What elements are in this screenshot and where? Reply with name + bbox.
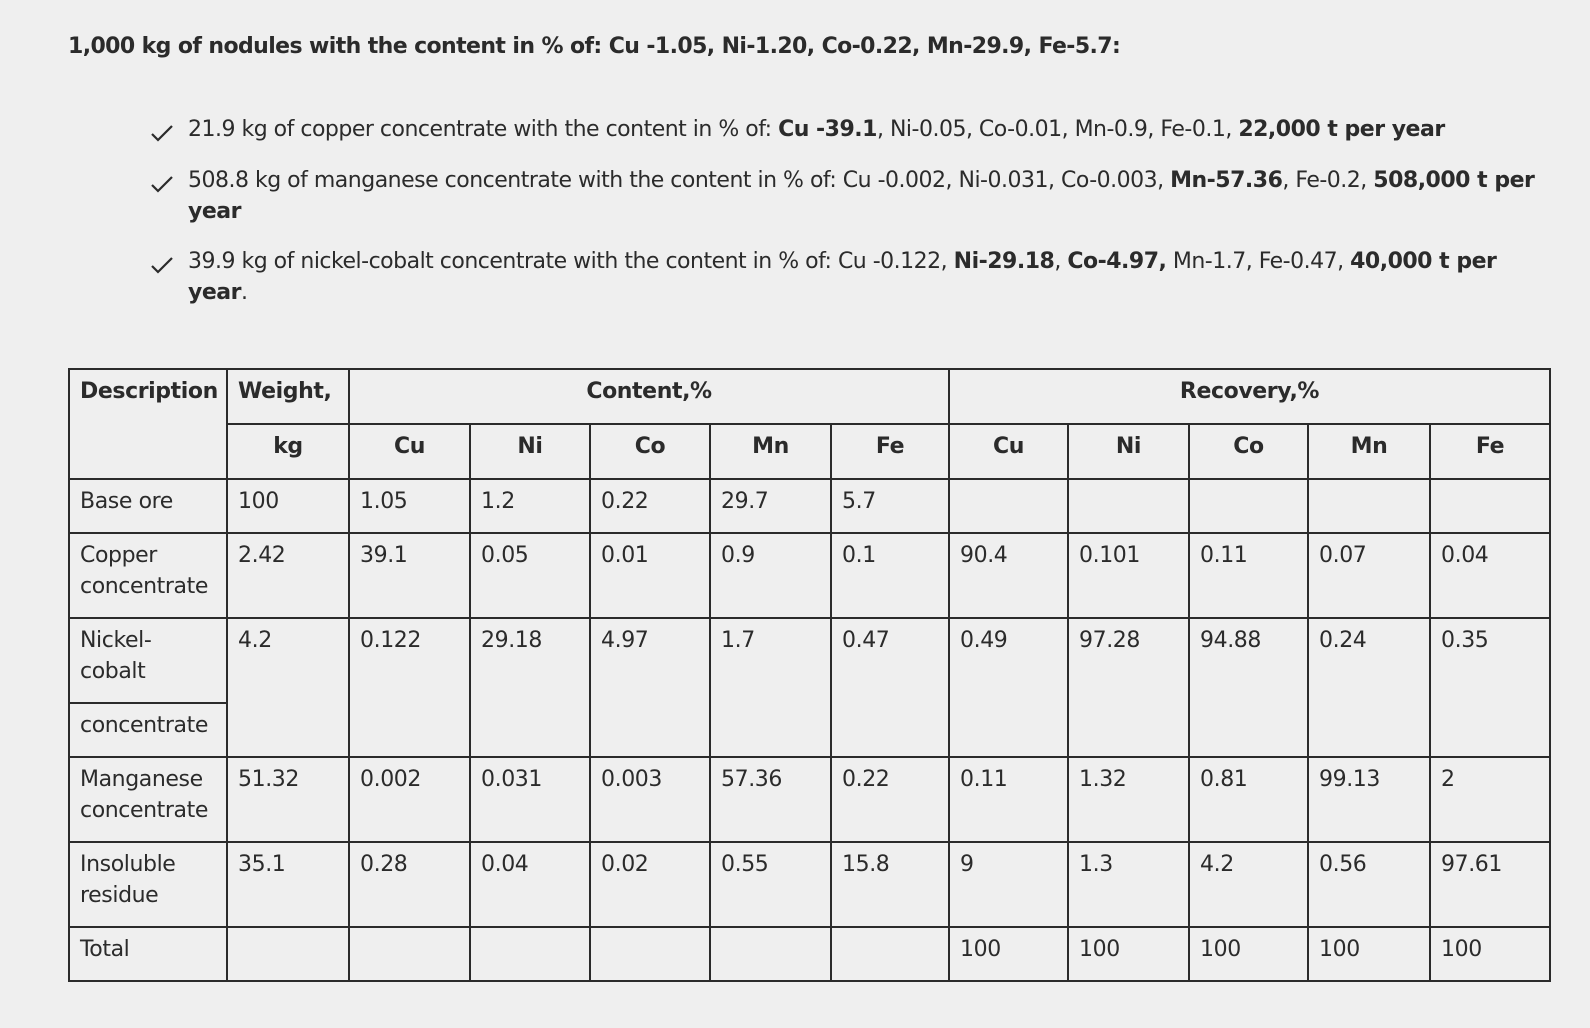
table-row: [69, 757, 1550, 842]
row-label: Manganese concentrate: [69, 757, 227, 842]
recovery-table: [68, 368, 1551, 982]
header-recovery: Recovery,%: [949, 369, 1550, 424]
table-cell: [710, 927, 831, 981]
header-description-continuation: [69, 424, 227, 479]
table-cell: [1068, 479, 1189, 533]
table-cell: 0.11: [1189, 533, 1308, 618]
header-content-ni: Ni: [470, 424, 590, 479]
table-cell: 0.002: [349, 757, 470, 842]
table-cell: [1308, 479, 1430, 533]
table-cell: 99.13: [1308, 757, 1430, 842]
bullet-text: 39.9 kg of nickel-cobalt concentrate with the content in % of: Cu -0.122, Ni-29.18, Co-4.97, Mn-1.7, Fe-0.47, 40,000 t per year.: [188, 249, 1497, 305]
table-cell: 51.32: [227, 757, 349, 842]
table-cell: 1.32: [1068, 757, 1189, 842]
page-heading: 1,000 kg of nodules with the content in % of: Cu -1.05, Ni-1.20, Co-0.22, Mn-29.9, Fe-5.7:: [68, 34, 1121, 59]
table-cell: 0.9: [710, 533, 831, 618]
table-cell: 0.101: [1068, 533, 1189, 618]
table-cell: 1.05: [349, 479, 470, 533]
header-content-co: Co: [590, 424, 710, 479]
table-cell: 0.11: [949, 757, 1068, 842]
table-cell: [349, 927, 470, 981]
table-cell: 0.56: [1308, 842, 1430, 927]
table-cell: 4.97: [590, 618, 710, 757]
table-cell: 0.35: [1430, 618, 1550, 757]
row-label: Copper concentrate: [69, 533, 227, 618]
header-weight: Weight,: [227, 369, 349, 424]
header-content-fe: Fe: [831, 424, 949, 479]
header-recovery-fe: Fe: [1430, 424, 1550, 479]
table-cell: 1.3: [1068, 842, 1189, 927]
check-icon: [150, 173, 174, 195]
bullet-manganese-concentrate: [150, 165, 1560, 227]
table-cell: 100: [1308, 927, 1430, 981]
table-cell: 15.8: [831, 842, 949, 927]
table-row: [69, 533, 1550, 618]
table-cell: 0.22: [590, 479, 710, 533]
table-cell: 100: [227, 479, 349, 533]
header-recovery-co: Co: [1189, 424, 1308, 479]
table-cell: 4.2: [227, 618, 349, 757]
table-cell: [1189, 479, 1308, 533]
table-cell: 0.07: [1308, 533, 1430, 618]
table-cell: [831, 927, 949, 981]
table-cell: 2: [1430, 757, 1550, 842]
table-cell: 57.36: [710, 757, 831, 842]
bullet-text: 508.8 kg of manganese concentrate with the content in % of: Cu -0.002, Ni-0.031, Co-0.003, Mn-57.36, Fe-0.2, 508,000 t per year: [188, 168, 1535, 224]
table-cell: 0.04: [470, 842, 590, 927]
header-recovery-cu: Cu: [949, 424, 1068, 479]
table-cell: 29.7: [710, 479, 831, 533]
table-cell: 1.7: [710, 618, 831, 757]
table-subheader-row: [69, 424, 1550, 479]
table-cell: 0.031: [470, 757, 590, 842]
table-cell: 0.55: [710, 842, 831, 927]
table-cell: [949, 479, 1068, 533]
table-cell: 35.1: [227, 842, 349, 927]
table-cell: 0.05: [470, 533, 590, 618]
header-content-mn: Mn: [710, 424, 831, 479]
table-cell: 0.81: [1189, 757, 1308, 842]
table-cell: 0.24: [1308, 618, 1430, 757]
table-cell: 39.1: [349, 533, 470, 618]
table-cell: 100: [1068, 927, 1189, 981]
table-cell: 1.2: [470, 479, 590, 533]
table-cell: 97.28: [1068, 618, 1189, 757]
table-cell: [1430, 479, 1550, 533]
table-cell: 0.49: [949, 618, 1068, 757]
table-cell: 90.4: [949, 533, 1068, 618]
table-cell: [590, 927, 710, 981]
row-label-continuation: concentrate: [69, 703, 227, 757]
table-cell: 0.04: [1430, 533, 1550, 618]
table-cell: 0.28: [349, 842, 470, 927]
header-content: Content,%: [349, 369, 949, 424]
table-cell: 2.42: [227, 533, 349, 618]
table-cell: 94.88: [1189, 618, 1308, 757]
table-cell: 0.02: [590, 842, 710, 927]
table-cell: 97.61: [1430, 842, 1550, 927]
row-label: Nickel-cobalt: [69, 618, 227, 703]
table-row-total: [69, 927, 1550, 981]
table-header-row: [69, 369, 1550, 424]
row-label: Insoluble residue: [69, 842, 227, 927]
table-cell: 100: [1189, 927, 1308, 981]
table-cell: [227, 927, 349, 981]
table-cell: 0.122: [349, 618, 470, 757]
table-cell: 0.22: [831, 757, 949, 842]
table-cell: 0.003: [590, 757, 710, 842]
table-cell: 0.1: [831, 533, 949, 618]
row-label: Total: [69, 927, 227, 981]
bullet-text: 21.9 kg of copper concentrate with the content in % of: Cu -39.1, Ni-0.05, Co-0.01, Mn-0.9, Fe-0.1, 22,000 t per year: [188, 117, 1445, 142]
table-cell: 100: [949, 927, 1068, 981]
table-cell: 0.01: [590, 533, 710, 618]
table-cell: 4.2: [1189, 842, 1308, 927]
bullet-nickel-cobalt-concentrate: [150, 246, 1560, 308]
bullet-copper-concentrate: [150, 114, 1445, 145]
header-content-cu: Cu: [349, 424, 470, 479]
header-recovery-mn: Mn: [1308, 424, 1430, 479]
table-cell: 9: [949, 842, 1068, 927]
header-weight-unit: kg: [227, 424, 349, 479]
table-row: [69, 842, 1550, 927]
table-cell: [470, 927, 590, 981]
row-label: Base ore: [69, 479, 227, 533]
table-cell: 100: [1430, 927, 1550, 981]
header-description: Description: [69, 369, 227, 424]
table-cell: 29.18: [470, 618, 590, 757]
table-row: [69, 618, 1550, 703]
header-recovery-ni: Ni: [1068, 424, 1189, 479]
table-row: [69, 479, 1550, 533]
check-icon: [150, 254, 174, 276]
check-icon: [150, 122, 174, 144]
table-cell: 0.47: [831, 618, 949, 757]
table-cell: 5.7: [831, 479, 949, 533]
